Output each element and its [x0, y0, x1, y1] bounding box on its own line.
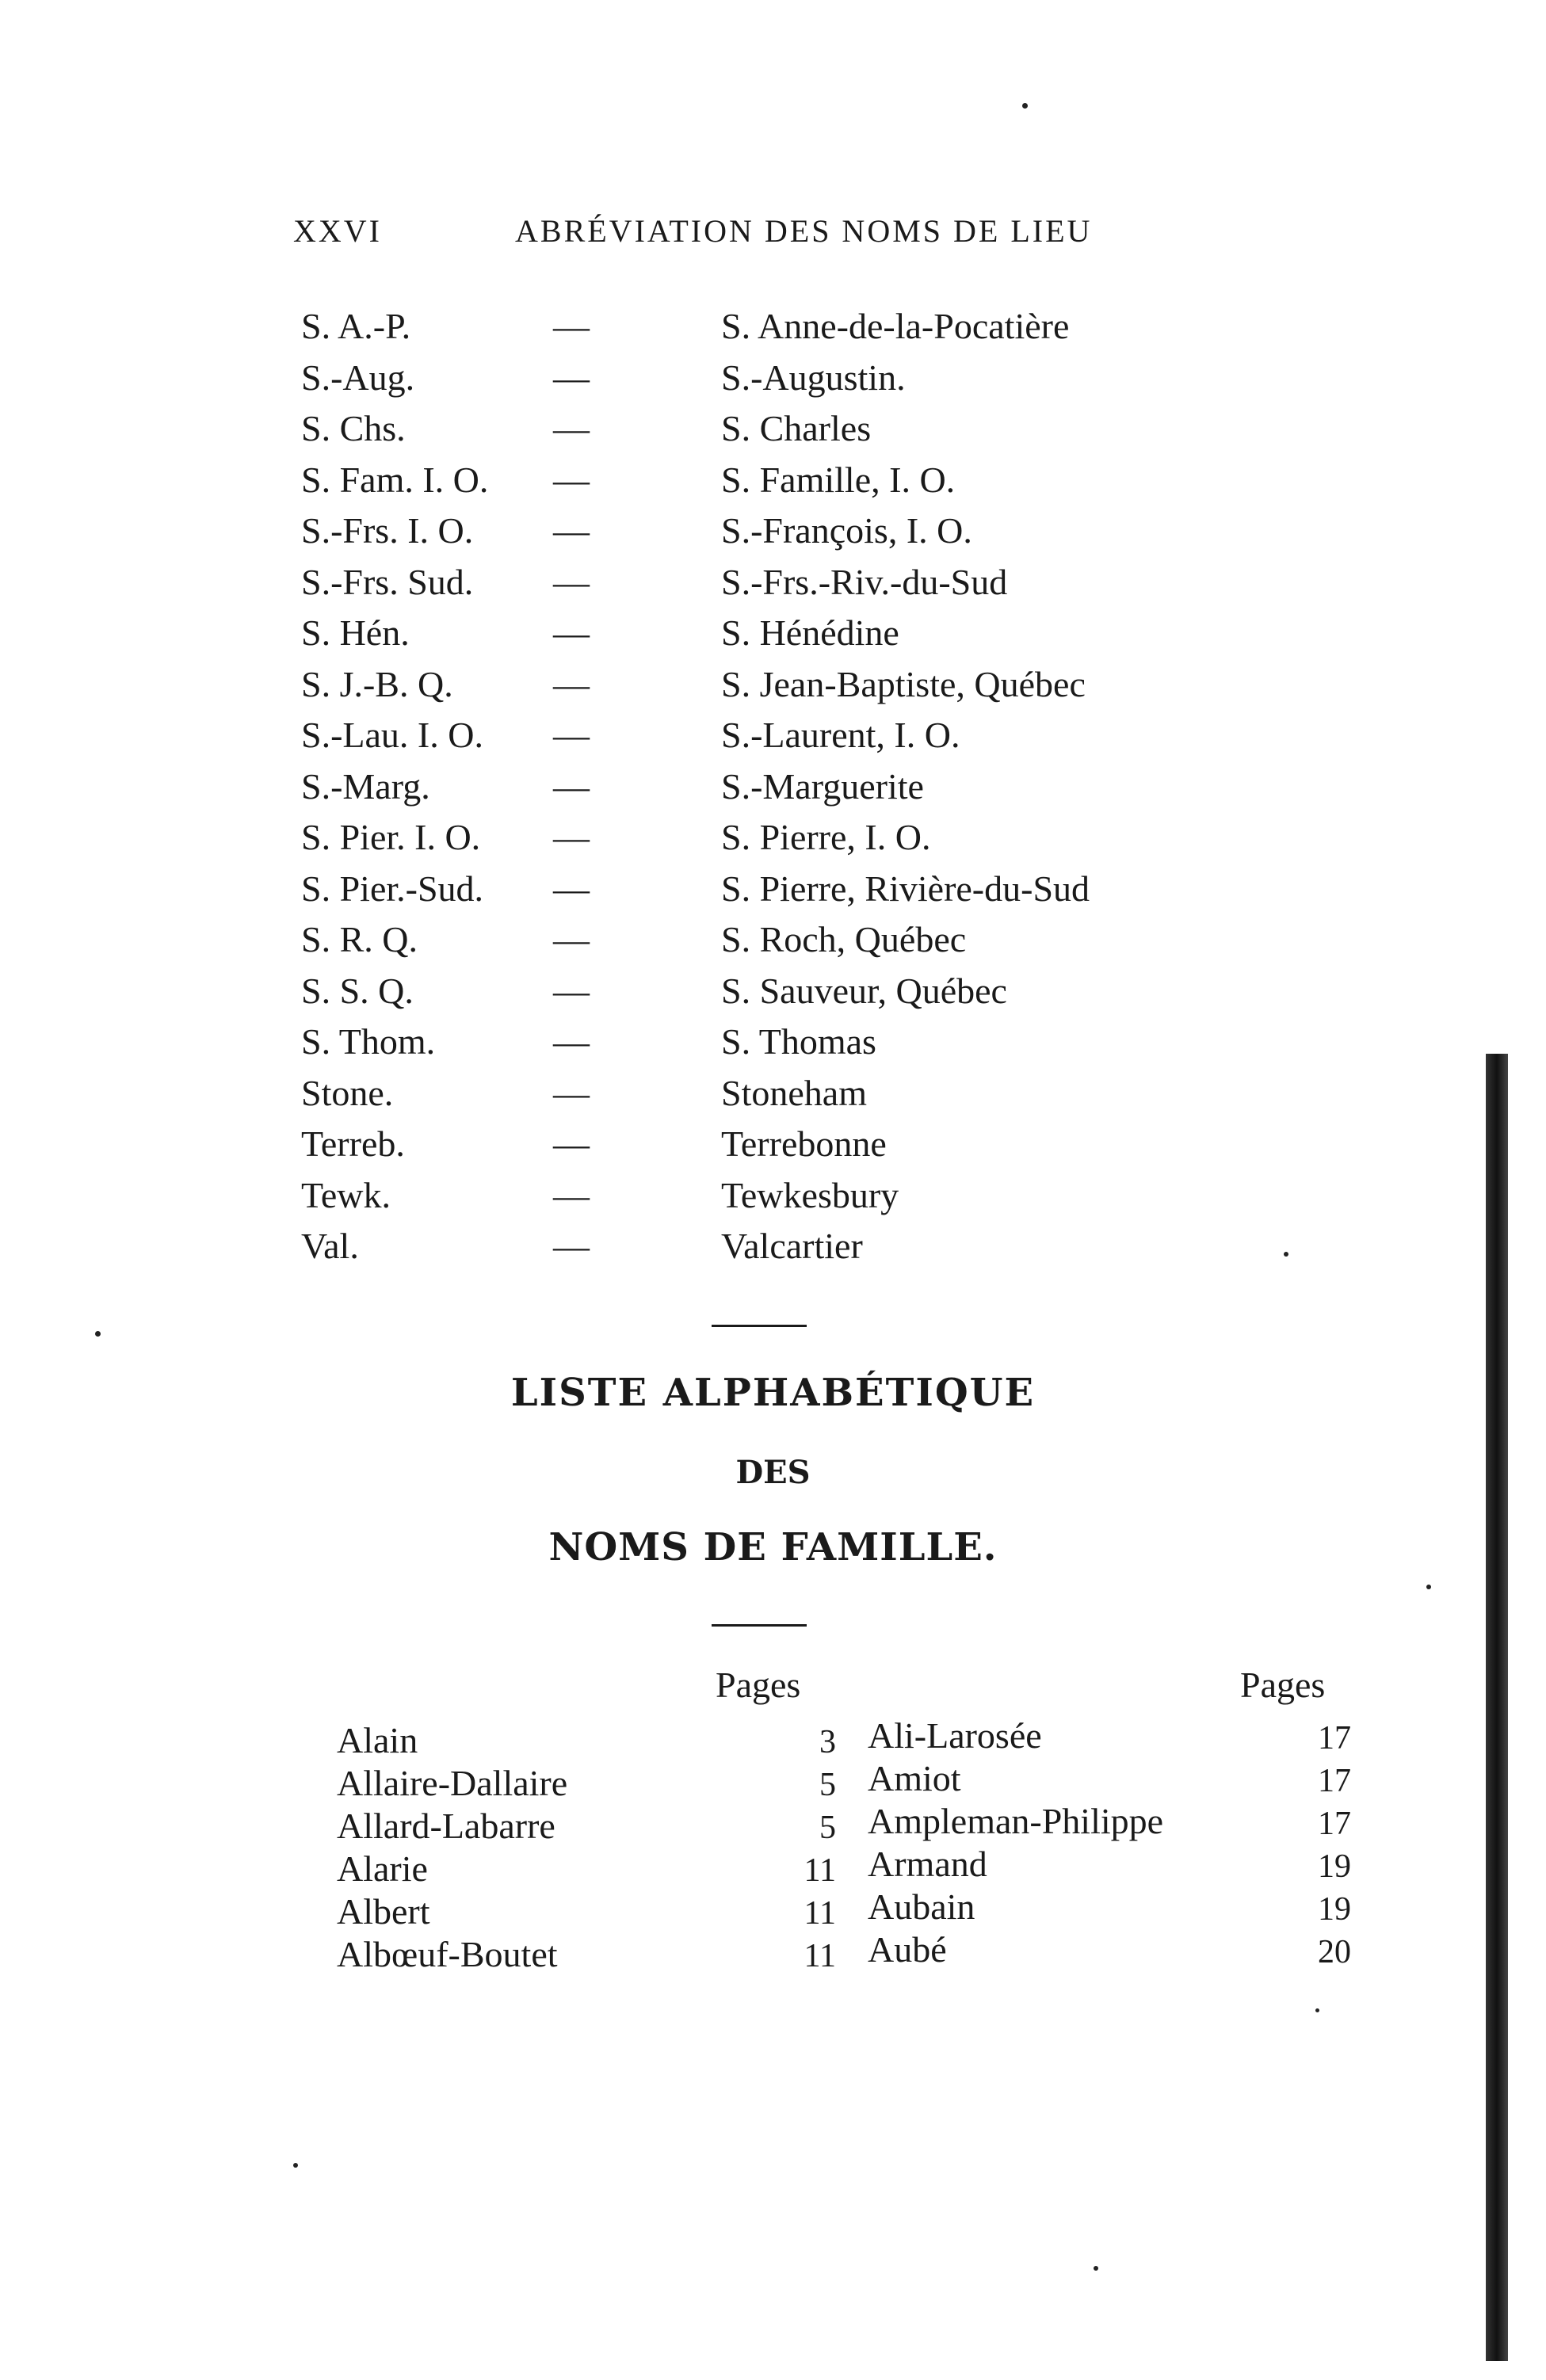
abbreviation: Stone. — [301, 1072, 394, 1113]
dash: — — [553, 306, 590, 346]
abbreviation: S.-Marg. — [301, 765, 430, 807]
page-number-ref: 17 — [1318, 1806, 1351, 1842]
abbreviation: Tewk. — [301, 1174, 391, 1215]
dash: — — [553, 357, 590, 398]
dash: — — [553, 1021, 590, 1062]
dash: — — [553, 1226, 590, 1266]
abbreviation-row — [301, 1068, 1252, 1119]
abbreviation-row — [301, 966, 1252, 1017]
dash: — — [553, 970, 590, 1011]
scan-speck — [1022, 103, 1028, 109]
abbreviation-row — [301, 1016, 1252, 1068]
abbreviation-table — [301, 301, 1252, 1272]
dash: — — [553, 1123, 590, 1164]
place-name: Stoneham — [721, 1072, 867, 1113]
abbreviation-row — [301, 1119, 1252, 1170]
family-name: Alain — [337, 1720, 418, 1760]
abbreviation: S. J.-B. Q. — [301, 663, 453, 704]
dash: — — [553, 408, 590, 448]
section-heading-line1: LISTE ALPHABÉTIQUE — [510, 1371, 1036, 1415]
place-name: Tewkesbury — [721, 1174, 899, 1215]
scan-speck — [1094, 2266, 1098, 2271]
dash: — — [553, 715, 590, 755]
family-name: Aubain — [868, 1886, 975, 1927]
page-number-ref: 5 — [819, 1810, 836, 1846]
scan-speck — [1426, 1585, 1431, 1589]
abbreviation-row — [301, 608, 1252, 659]
family-name: Albœuf-Boutet — [337, 1934, 558, 1974]
dash: — — [553, 765, 590, 807]
place-name: S.-Laurent, I. O. — [721, 715, 960, 755]
place-name: S. Pierre, I. O. — [721, 817, 931, 857]
abbreviation: S. S. Q. — [301, 970, 414, 1011]
abbreviation-row — [301, 1170, 1252, 1222]
page-number-ref: 5 — [819, 1767, 836, 1803]
abbreviation-row — [301, 505, 1252, 557]
place-name: S. Famille, I. O. — [721, 459, 956, 500]
scan-edge-artifact — [1486, 1054, 1508, 2361]
page-number-ref: 17 — [1318, 1763, 1351, 1799]
dash: — — [553, 459, 590, 500]
abbreviation-row — [301, 455, 1252, 506]
abbreviation: S. Hén. — [301, 612, 410, 653]
page-number-ref: 17 — [1318, 1720, 1351, 1756]
section-heading-line2: DES — [735, 1454, 811, 1491]
pages-column-header: Pages — [716, 1665, 801, 1705]
abbreviation: S. Chs. — [301, 408, 406, 448]
dash: — — [553, 510, 590, 551]
page-number-ref: 19 — [1318, 1891, 1351, 1928]
dash: — — [553, 1072, 590, 1113]
abbreviation: S.-Lau. I. O. — [301, 715, 483, 755]
place-name: S. Hénédine — [721, 612, 899, 653]
abbreviation: S.-Aug. — [301, 357, 415, 398]
place-name: S. Pierre, Rivière-du-Sud — [721, 868, 1090, 909]
family-name: Allaire-Dallaire — [337, 1763, 568, 1803]
family-name: Ali-Larosée — [868, 1715, 1042, 1756]
place-name: S. Roch, Québec — [721, 919, 967, 959]
family-name: Albert — [337, 1891, 430, 1932]
family-name: Allard-Labarre — [337, 1806, 555, 1846]
abbreviation-row — [301, 557, 1252, 608]
family-name: Aubé — [868, 1929, 947, 1970]
abbreviation: Val. — [301, 1226, 359, 1266]
place-name: S.-Augustin. — [721, 357, 906, 398]
dash: — — [553, 817, 590, 857]
pages-column-header: Pages — [1240, 1665, 1326, 1705]
abbreviation-row — [301, 710, 1252, 761]
page-number-ref: 20 — [1318, 1934, 1351, 1970]
page-number-ref: 11 — [804, 1895, 836, 1932]
place-name: S. Jean-Baptiste, Québec — [721, 663, 1086, 704]
place-name: S. Thomas — [721, 1021, 876, 1062]
abbreviation: S.-Frs. Sud. — [301, 561, 474, 602]
abbreviation: S.-Frs. I. O. — [301, 510, 474, 551]
page-number: XXVI — [293, 213, 382, 249]
running-title: ABRÉVIATION DES NOMS DE LIEU — [515, 213, 1093, 249]
abbreviation-row — [301, 353, 1252, 404]
abbreviation: S. Pier.-Sud. — [301, 868, 484, 909]
page-number-ref: 11 — [804, 1852, 836, 1889]
dash: — — [553, 919, 590, 959]
place-name: S. Sauveur, Québec — [721, 970, 1007, 1011]
abbreviation: S. Pier. I. O. — [301, 817, 481, 857]
abbreviation-row — [301, 659, 1252, 711]
abbreviation: S. Thom. — [301, 1021, 436, 1062]
abbreviation: Terreb. — [301, 1123, 405, 1164]
section-heading-line3: NOMS DE FAMILLE. — [548, 1525, 998, 1570]
scan-speck — [1284, 1252, 1288, 1257]
dash: — — [553, 663, 590, 704]
abbreviation: S. Fam. I. O. — [301, 459, 489, 500]
family-name: Armand — [868, 1844, 987, 1884]
scan-speck — [95, 1331, 101, 1337]
family-name: Alarie — [337, 1848, 428, 1889]
dash: — — [553, 561, 590, 602]
dash: — — [553, 1174, 590, 1215]
scan-speck — [1315, 2008, 1319, 2012]
place-name: Valcartier — [721, 1226, 863, 1266]
family-name: Amiot — [868, 1758, 961, 1798]
place-name: Terrebonne — [721, 1123, 887, 1164]
abbreviation-row — [301, 914, 1252, 966]
dash: — — [553, 868, 590, 909]
abbreviation-row — [301, 301, 1252, 353]
abbreviation: S. R. Q. — [301, 919, 418, 959]
place-name: S.-Frs.-Riv.-du-Sud — [721, 561, 1008, 602]
scan-speck — [293, 2163, 298, 2168]
abbreviation-row — [301, 761, 1252, 813]
page-number-ref: 11 — [804, 1938, 836, 1974]
abbreviation-row — [301, 812, 1252, 864]
abbreviation-row — [301, 403, 1252, 455]
page-number-ref: 3 — [819, 1724, 836, 1760]
family-name: Ampleman-Philippe — [868, 1801, 1164, 1841]
abbreviation: S. A.-P. — [301, 306, 411, 346]
divider-rule — [712, 1624, 807, 1627]
place-name: S. Anne-de-la-Pocatière — [721, 306, 1070, 346]
divider-rule — [712, 1325, 807, 1327]
abbreviation-row — [301, 1221, 1252, 1272]
page-number-ref: 19 — [1318, 1848, 1351, 1885]
place-name: S.-François, I. O. — [721, 510, 972, 551]
place-name: S. Charles — [721, 408, 872, 448]
dash: — — [553, 612, 590, 653]
place-name: S.-Marguerite — [721, 765, 924, 807]
abbreviation-row — [301, 864, 1252, 915]
